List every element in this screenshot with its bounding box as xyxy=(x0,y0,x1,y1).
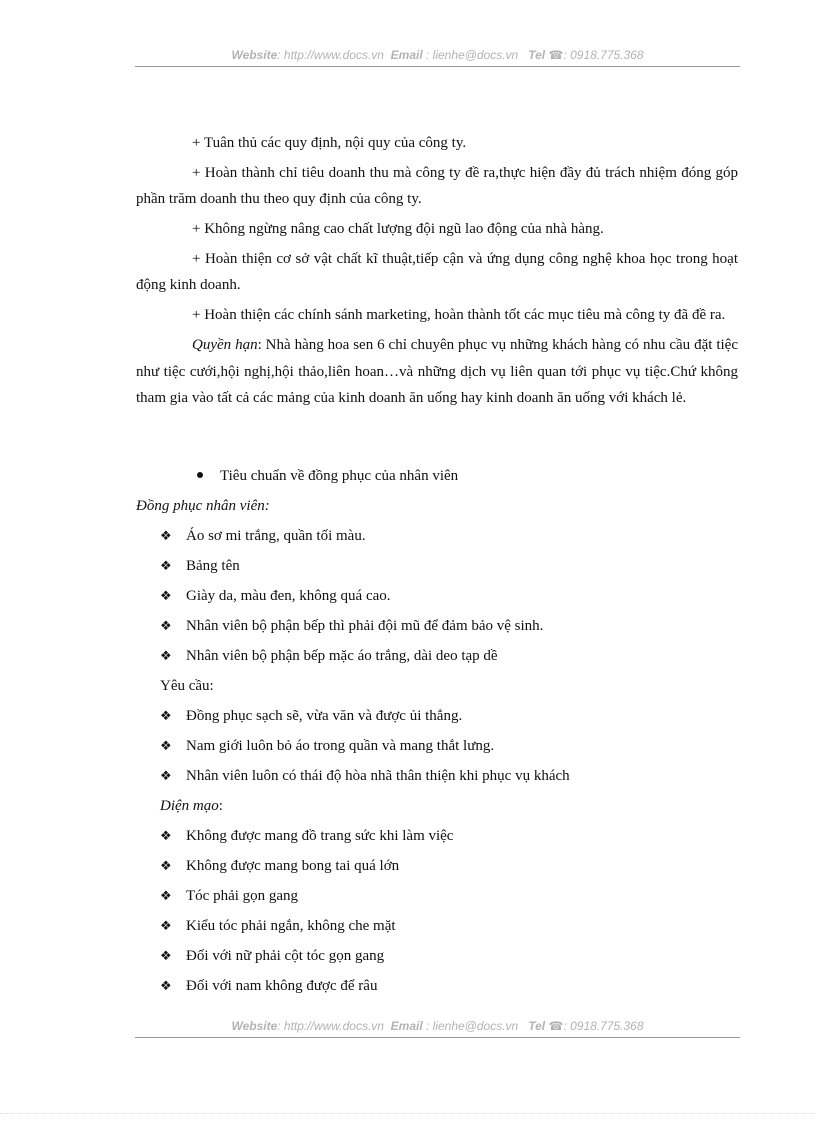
footer-email-label: Email xyxy=(390,1019,423,1033)
diamond-bullet-icon: ❖ xyxy=(160,739,172,754)
paragraph: + Hoàn thiện cơ sở vật chất kĩ thuật,tiếp cận và ứng dụng công nghệ khoa học trong hoạt động kinh doanh. xyxy=(136,251,738,293)
duty-paragraphs xyxy=(136,130,738,412)
dong-phuc-heading: Đồng phục nhân viên: xyxy=(136,498,270,514)
list-item: ❖ Nam giới luôn bỏ áo trong quần và mang thắt lưng. xyxy=(160,738,495,754)
list-item: ❖ Nhân viên bộ phận bếp thì phải đội mũ để đảm bảo vệ sinh. xyxy=(160,618,544,634)
diamond-bullet-icon: ❖ xyxy=(160,949,172,964)
diamond-bullet-icon: ❖ xyxy=(160,589,172,604)
diamond-bullet-icon: ❖ xyxy=(160,709,172,724)
paragraph: + Hoàn thành chỉ tiêu doanh thu mà công ty đề ra,thực hiện đầy đủ trách nhiệm đóng góp phần trăm doanh thu theo quy định của công ty. xyxy=(136,165,738,207)
quyen-han-paragraph xyxy=(136,332,738,412)
footer-tel-value: : 0918.775.368 xyxy=(563,1019,644,1033)
paragraph: + Hoàn thiện các chính sánh marketing, hoàn thành tốt các mục tiêu mà công ty đã đề ra. xyxy=(192,307,726,323)
page-footer xyxy=(135,1019,740,1033)
diamond-bullet-icon: ❖ xyxy=(160,859,172,874)
list-item: ❖ Nhân viên luôn có thái độ hòa nhã thân thiện khi phục vụ khách xyxy=(160,768,570,784)
header-tel-label: Tel xyxy=(528,48,546,62)
footer-email-link[interactable]: : lienhe@docs.vn xyxy=(422,1019,519,1033)
paragraph: + Tuân thủ các quy định, nội quy của công ty. xyxy=(192,135,467,151)
header-website-label: Website xyxy=(231,48,278,62)
header-rule xyxy=(135,66,740,67)
paragraph: + Không ngừng nâng cao chất lượng đội ngũ lao động của nhà hàng. xyxy=(192,221,604,237)
dien-mao-heading: Diện mạo: xyxy=(160,798,223,814)
footer-rule xyxy=(135,1037,740,1038)
header-email-link[interactable]: : lienhe@docs.vn xyxy=(422,48,519,62)
footer-tel-label: Tel xyxy=(528,1019,546,1033)
diamond-bullet-icon: ❖ xyxy=(160,979,172,994)
page-header xyxy=(135,48,740,62)
header-tel-value: : 0918.775.368 xyxy=(563,48,644,62)
phone-icon: ☎ xyxy=(548,48,564,62)
diamond-bullet-icon: ❖ xyxy=(160,769,172,784)
list-item: ❖ Giày da, màu đen, không quá cao. xyxy=(160,588,391,604)
quyen-han-label: Quyền hạn xyxy=(192,337,258,353)
list-item: ❖ Bảng tên xyxy=(160,558,240,574)
footer-website-label: Website xyxy=(231,1019,278,1033)
diamond-bullet-icon: ❖ xyxy=(160,529,172,544)
diamond-bullet-icon: ❖ xyxy=(160,649,172,664)
footer-website-link[interactable]: : http://www.docs.vn xyxy=(277,1019,384,1033)
diamond-bullet-icon: ❖ xyxy=(160,619,172,634)
list-item: ❖ Đối với nam không được để râu xyxy=(160,978,378,994)
bullet-dot-icon xyxy=(197,472,203,478)
list-item: ❖ Không được mang bong tai quá lớn xyxy=(160,858,400,874)
section-bullet-text: Tiêu chuẩn về đồng phục của nhân viên xyxy=(220,468,459,484)
list-item: ❖ Nhân viên bộ phận bếp mặc áo trắng, dài deo tạp dề xyxy=(160,648,498,664)
phone-icon: ☎ xyxy=(548,1019,564,1033)
diamond-bullet-icon: ❖ xyxy=(160,829,172,844)
diamond-bullet-icon: ❖ xyxy=(160,559,172,574)
list-item: ❖ Đồng phục sạch sẽ, vừa văn và được ủi thẳng. xyxy=(160,708,463,724)
quyen-han-text: : Nhà hàng hoa sen 6 chỉ chuyên phục vụ những khách hàng có nhu cầu đặt tiệc như tiệc cưới,hội nghị,hội thảo,liên hoan…và những dịch vụ liên quan tới phục vụ tiệc.Chứ không tham gia vào tất cả các mảng của kinh doanh ăn uống hay kinh doanh ăn uống với khách lẻ. xyxy=(136,337,738,406)
diamond-bullet-icon: ❖ xyxy=(160,889,172,904)
list-item: ❖ Đối với nữ phải cột tóc gọn gang xyxy=(160,948,385,964)
section-bullet-item xyxy=(197,468,458,485)
yeu-cau-heading: Yêu cầu: xyxy=(160,678,214,694)
diamond-bullet-icon: ❖ xyxy=(160,919,172,934)
list-item: ❖ Tóc phải gọn gang xyxy=(160,888,299,904)
list-item: ❖ Áo sơ mi trắng, quần tối màu. xyxy=(160,528,366,544)
header-email-label: Email xyxy=(390,48,423,62)
list-item: ❖ Không được mang đồ trang sức khi làm việc xyxy=(160,828,454,844)
page-edge-divider xyxy=(0,1113,816,1114)
list-item: ❖ Kiểu tóc phải ngắn, không che mặt xyxy=(160,918,396,934)
header-website-link[interactable]: : http://www.docs.vn xyxy=(277,48,384,62)
